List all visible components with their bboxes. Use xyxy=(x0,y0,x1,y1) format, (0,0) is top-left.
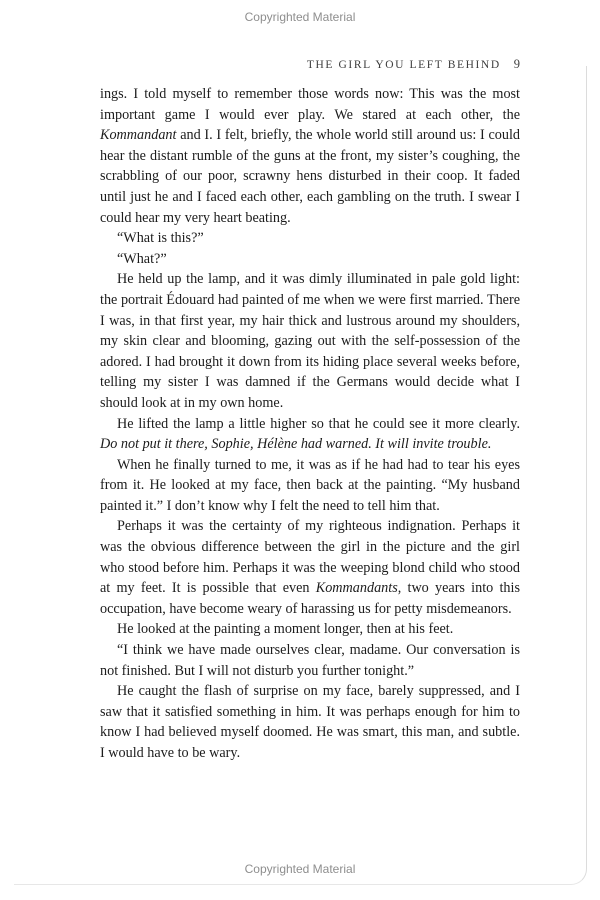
body-text xyxy=(100,84,520,764)
text-run: and I. I felt, briefly, the whole world still around us: I could hear the distant rumble of the guns at the front, my sister’s coughing, the scrabbling of our poor, scrawny hens disturbed in their coop. It faded until just he and I faced each other, each gambling on the truth. I swear I could hear my very heart beating. xyxy=(100,127,520,226)
running-header-title: THE GIRL YOU LEFT BEHIND xyxy=(306,59,501,71)
text-run: He held up the lamp, and it was dimly illuminated in pale gold light: the portrait Édouard had painted of me when we were first married. There I was, in that first year, my hair thick and lustrous around my shoulders, my skin clear and blooming, gazing out with the self-possession of the adored. I had brought it down from its hiding place several weeks before, telling my sister I was damned if the Germans would decide what I should look at in my own home. xyxy=(100,271,520,411)
paragraph xyxy=(100,619,520,640)
text-run: He looked at the painting a moment longer, then at his feet. xyxy=(117,621,454,638)
text-run: ings. I told myself to remember those words now: This was the most important game I would ever play. We stared at each other, the xyxy=(100,86,520,123)
text-run: “What?” xyxy=(117,250,167,267)
text-run: “I think we have made ourselves clear, madame. Our conversation is not finished. But I will not disturb you further tonight.” xyxy=(100,642,520,679)
running-header xyxy=(100,57,520,72)
paragraph xyxy=(100,84,520,228)
text-run: When he finally turned to me, it was as if he had had to tear his eyes from it. He looked at my face, then back at the painting. “My husband painted it.” I don’t know why I felt the need to tell him that. xyxy=(100,456,520,514)
italic-text-run: Kommandant xyxy=(100,127,177,144)
paragraph xyxy=(100,249,520,270)
paragraph xyxy=(100,681,520,763)
text-run: , two years into this occupation, have become weary of harassing us for petty misdemeanors. xyxy=(100,580,520,617)
copyright-notice-top: Copyrighted Material xyxy=(244,10,356,24)
paragraph xyxy=(100,455,520,517)
paragraph xyxy=(100,640,520,681)
text-run: Perhaps it was the certainty of my righteous indignation. Perhaps it was the obvious difference between the girl in the picture and the girl who stood before him. Perhaps it was the weeping blond child who stood at my feet. It is possible that even xyxy=(100,518,520,597)
italic-text-run: Do not put it there, Sophie, Hélène had warned. It will invite trouble. xyxy=(100,436,492,453)
paragraph xyxy=(100,269,520,413)
italic-text-run: Kommandants xyxy=(315,580,398,597)
text-run: He caught the flash of surprise on my face, barely suppressed, and I saw that it satisfied something in him. It was perhaps enough for him to know I had believed myself doomed. He was smart, this man, and subtle. I would have to be wary. xyxy=(100,683,520,761)
paragraph xyxy=(100,414,520,455)
text-run: He lifted the lamp a little higher so that he could see it more clearly. xyxy=(117,415,520,432)
text-run: “What is this?” xyxy=(117,230,204,247)
copyright-notice-bottom: Copyrighted Material xyxy=(244,862,356,876)
paragraph xyxy=(100,516,520,619)
paragraph xyxy=(100,228,520,249)
page-number: 9 xyxy=(513,57,520,71)
